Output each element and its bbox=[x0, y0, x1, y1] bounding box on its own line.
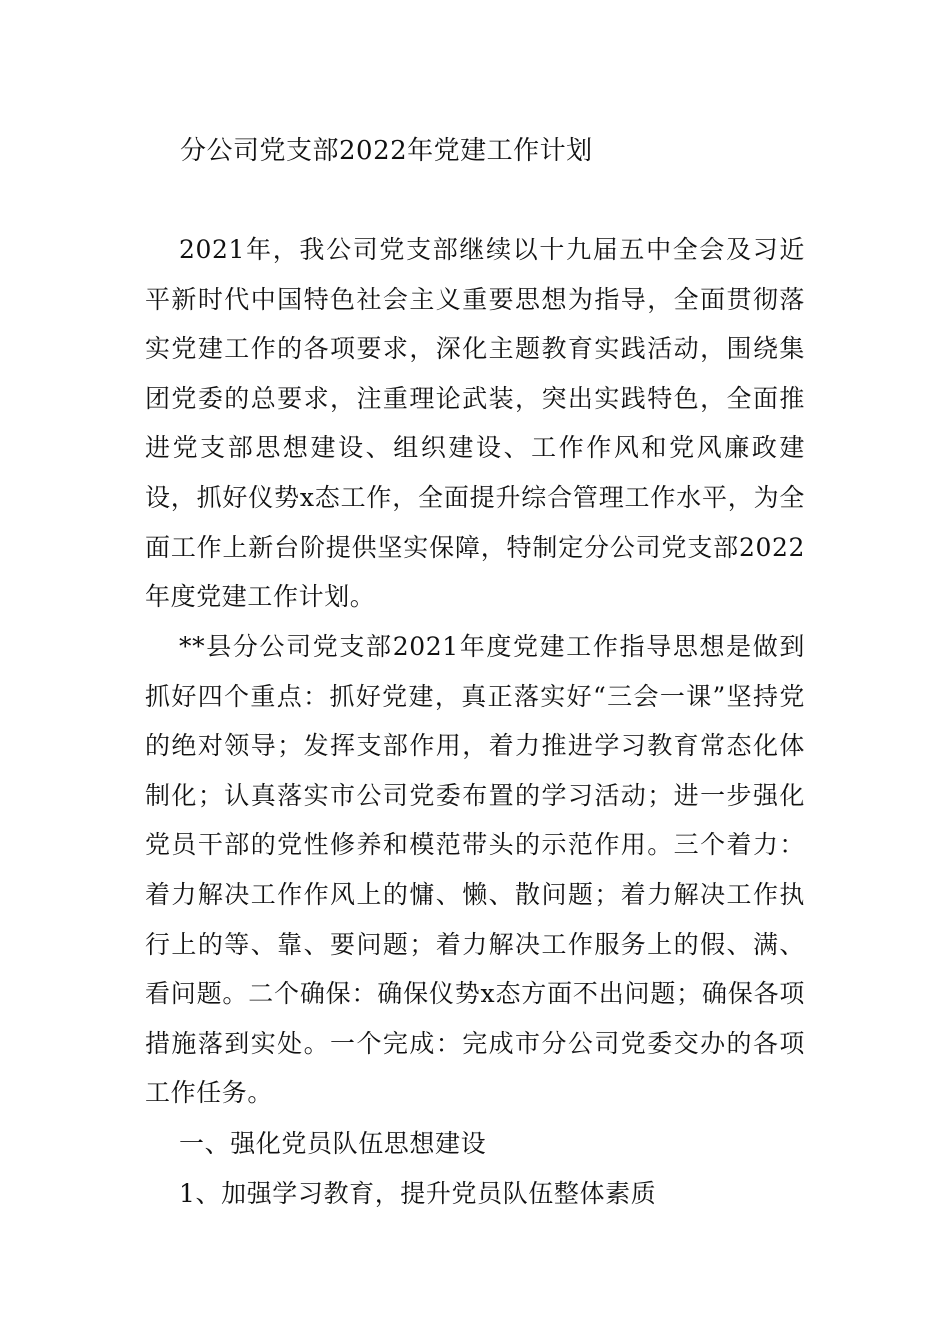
subsection-heading-1-1: 1、加强学习教育，提升党员队伍整体素质 bbox=[179, 1179, 657, 1208]
document-title: 分公司党支部2022年党建工作计划 bbox=[180, 136, 593, 166]
paragraph-intro: 2021年，我公司党支部继续以十九届五中全会及习近平新时代中国特色社会主义重要思想为指导，全面贯彻落实党建工作的各项要求，深化主题教育实践活动，围绕集团党委的总要求，注重理论武装，突出实践特色，全面推进党支部思想建设、组织建设、工作作风和党风廉政建设，抓好仪势x态工作，全面提升综合管理工作水平，为全面工作上新台阶提供坚实保障，特制定分公司党支部2022年度党建工作计划。 bbox=[145, 235, 805, 612]
section-heading-1: 一、强化党员队伍思想建设 bbox=[179, 1129, 487, 1158]
paragraph-guiding-thought: **县分公司党支部2021年度党建工作指导思想是做到抓好四个重点：抓好党建，真正落实好“三会一课”坚持党的绝对领导；发挥支部作用，着力推进学习教育常态化体制化；认真落实市公司党委布置的学习活动；进一步强化党员干部的党性修养和模范带头的示范作用。三个着力：着力解决工作作风上的慵、懒、散问题；着力解决工作执行上的等、靠、要问题；着力解决工作服务上的假、满、看问题。二个确保：确保仪势x态方面不出问题；确保各项措施落到实处。一个完成：完成市分公司党委交办的各项工作任务。 bbox=[145, 632, 805, 1108]
